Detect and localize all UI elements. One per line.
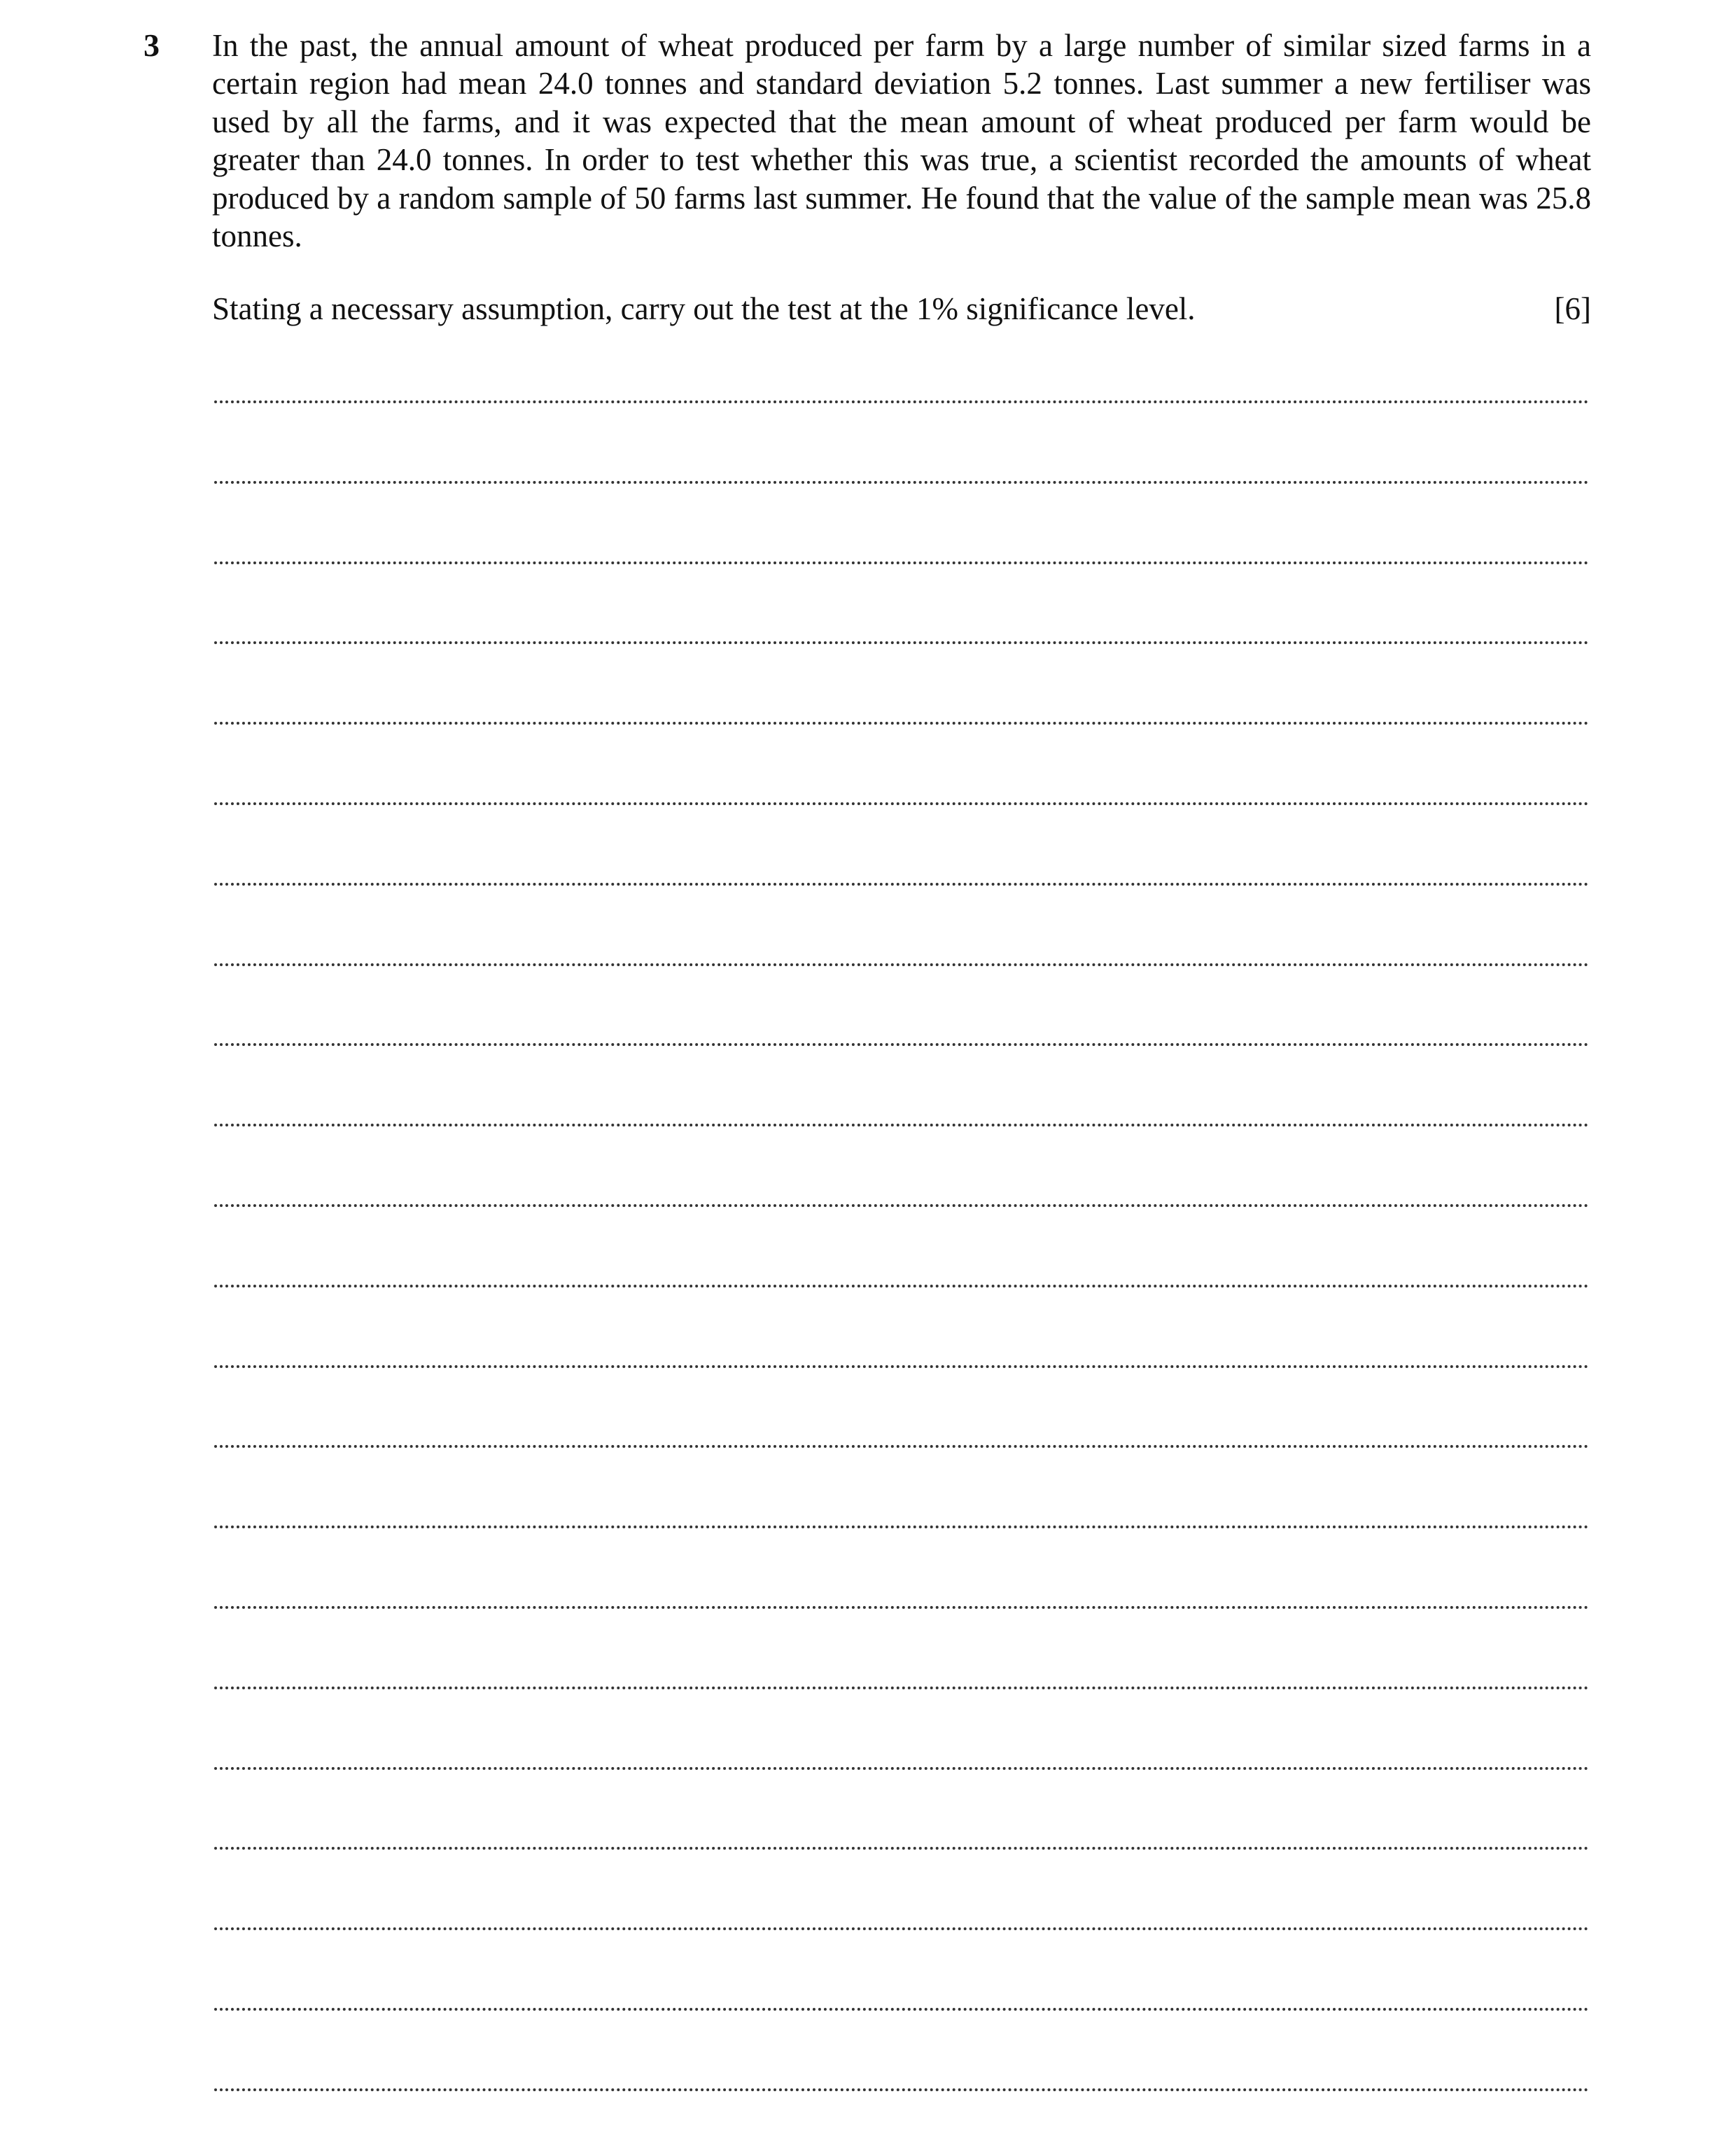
answer-line[interactable] [214, 963, 1589, 966]
answer-lines [214, 0, 1589, 2129]
answer-line[interactable] [214, 1847, 1589, 1850]
answer-line[interactable] [214, 561, 1589, 564]
answer-line[interactable] [214, 802, 1589, 805]
answer-line[interactable] [214, 2008, 1589, 2011]
answer-line[interactable] [214, 1767, 1589, 1770]
answer-line[interactable] [214, 400, 1589, 403]
answer-line[interactable] [214, 1043, 1589, 1046]
answer-line[interactable] [214, 883, 1589, 886]
marks-label: [6] [1554, 291, 1591, 326]
answer-line[interactable] [214, 641, 1589, 644]
answer-line[interactable] [214, 1204, 1589, 1207]
answer-line[interactable] [214, 1124, 1589, 1126]
instruction-text: Stating a necessary assumption, carry out the test at the 1% significance level. [212, 291, 1196, 326]
answer-line[interactable] [214, 1927, 1589, 1930]
question-text: In the past, the annual amount of wheat produced per farm by a large number of similar sized farms in a certain region had mean 24.0 tonnes and standard deviation 5.2 tonnes. Last summer a new fertiliser was used by all the farms, and it was expected that the mean amount of wheat produced per farm would be greater than 24.0 tonnes. In order to test whether this was true, a scientist recorded the amounts of wheat produced by a random sample of 50 farms last summer. He found that the value of the sample mean was 25.8 tonnes. [212, 28, 1591, 254]
answer-line[interactable] [214, 1365, 1589, 1368]
answer-line[interactable] [214, 1526, 1589, 1528]
answer-line[interactable] [214, 722, 1589, 725]
answer-line[interactable] [214, 2088, 1589, 2091]
answer-line[interactable] [214, 1687, 1589, 1689]
answer-line[interactable] [214, 1285, 1589, 1287]
answer-line[interactable] [214, 481, 1589, 484]
question-number: 3 [144, 27, 160, 63]
answer-line[interactable] [214, 1606, 1589, 1609]
answer-line[interactable] [214, 1445, 1589, 1448]
